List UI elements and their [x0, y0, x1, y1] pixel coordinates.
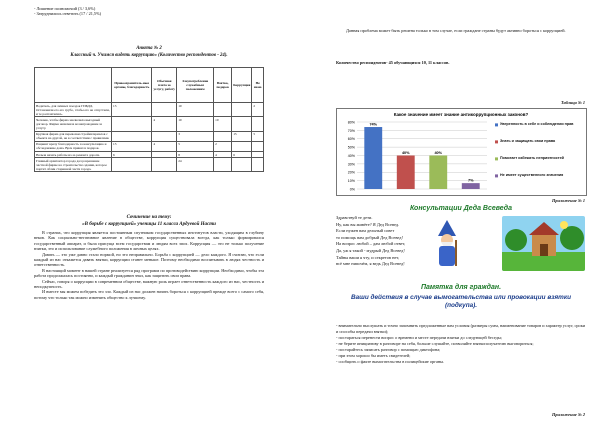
chart-y-tick: 10% [347, 179, 355, 184]
chart-y-tick: 70% [347, 128, 355, 133]
survey-table [34, 67, 264, 172]
chart-bar [429, 156, 447, 190]
poem-line: Ну, как вы живёте? Я Дед Всевед. [336, 221, 400, 227]
table-cell [232, 117, 252, 131]
memo-item: - постарайтесь записать разговор с помощью диктофона; [336, 347, 441, 352]
table-cell [112, 117, 152, 131]
table-cell: 8 [177, 151, 214, 157]
chart-y-tick: 20% [347, 170, 355, 175]
chart-legend-swatch [495, 157, 498, 160]
essay-paragraph: И вместе мы можем победить это зло. Каждый из нас должен начать бороться с коррупцией прежде всего с самого себя, потому что только так можно изменить общество к лучшему. [34, 289, 264, 300]
chart-y-tick: 30% [347, 162, 355, 167]
chart-y-tick: 0% [349, 187, 355, 192]
wizard-icon [428, 218, 466, 270]
chart-bar [397, 156, 415, 190]
table-header: Не знаю [252, 68, 264, 103]
table-cell: 13 [112, 141, 152, 151]
chart-legend-swatch [495, 123, 498, 126]
table-cell: 6 [232, 151, 252, 157]
table-cell: 2 [214, 141, 232, 151]
top-list-item: - Затруднились ответить (17 / 21,5%) [34, 11, 102, 17]
chart-data-label: 7% [468, 178, 474, 183]
chart-data-label: 40% [434, 151, 443, 155]
table-cell: 13 [112, 103, 152, 117]
chart-data-label: 74% [369, 122, 378, 127]
essay-paragraph: В настоящий момент в нашей стране реализуется ряд программ по противодействию коррупции. Необходимо, чтобы эта работа продолжалась постоянно, и каждый гражданин знал, как защитить свои права. [34, 267, 264, 279]
table-cell [252, 117, 264, 131]
table-cell: 4 [214, 151, 232, 157]
table-cell: 4 [152, 141, 177, 151]
memo-title: Памятка для граждан. [420, 284, 502, 291]
table-cell: 10 [177, 117, 214, 131]
chart-bar [462, 183, 480, 189]
chart-legend-swatch [495, 174, 498, 177]
essay-caption: Сочинение на тему: [126, 215, 172, 220]
table-cell [252, 141, 264, 151]
table-row [35, 103, 264, 117]
annex-subtitle: Классный ч. Учимся видеть коррупцию» (Количество респондентов - 24). [70, 53, 228, 58]
essay-paragraph: Сейчас, говоря о коррупции в современном обществе, важную роль играет ответственность каждого из нас, честность и неподкупность. [34, 278, 264, 290]
essay-paragraph: В странах, что коррупция является постоянным спутником государственных институтов власти, уходящим в глубину веков. Как социально-негативное явление в обществе, коррупция существовала всегда, как только формировался государственный аппарат, и была присуща всем государствам и людям всех эпох. Коррупция — это не только получение взятки, это и использование служебного положения в личных целях. [34, 230, 264, 252]
table-cell-question: Водитель, для личных поездок ГИБДД. Остановили его его грубо, чтобы его не отпустили, и те расплатились. [36, 103, 110, 116]
table-cell: 3 [177, 131, 214, 141]
consult-title: Консультации Деда Всеведа [410, 205, 512, 212]
poem-line: Если нужен вам дельный совет [336, 228, 395, 234]
memo-item: - внимательно выслушать и точно запомнить предложенные вам условия (размеры сумм, наименование товаров и характер услуг, сроки и способы передачи взятки); [336, 323, 586, 334]
chart-legend-label: Не имеет существенного значения [500, 172, 564, 177]
memo-item: - при этом хорошо бы иметь свидетелей; [336, 353, 411, 358]
table-cell: 2 [252, 103, 264, 117]
memo-list [336, 323, 586, 365]
table-header: Правоохранитель-ные органы, благодарность [112, 68, 152, 103]
table-cell [112, 131, 152, 141]
poem-line: Здравствуй те дети. [336, 215, 373, 220]
table-cell [232, 141, 252, 151]
table-row [35, 131, 264, 141]
table-header: Обычная плата за услугу, работу [152, 68, 177, 103]
right-page [300, 0, 600, 424]
table-cell [214, 131, 232, 141]
table-cell-question: Нельзя начать работы из-за ремонта дороги. [35, 151, 112, 157]
essay-body [34, 230, 264, 300]
chart-data-label: 40% [401, 151, 410, 155]
memo-item: - сообщить о факте вымогательства в полицейские органы. [336, 359, 445, 364]
table-header: Злоупотребление служебным положением [177, 68, 214, 103]
bar-chart [337, 109, 586, 195]
table-cell: 15 [232, 131, 252, 141]
top-list-item: - Лишение полномочий (3 / 3,6%) [34, 6, 96, 11]
table-cell [152, 158, 177, 172]
chart-legend-label: Помогает избежать неприятностей [500, 155, 564, 160]
essay-paragraph: Давать — это уже давно стало нормой, но это неправильно. Борьба с коррупцией — дело каждого. Я считаю, что если каждый из нас откажется давать взятки, коррупции станет меньше. Поэтому необходимо воспитывать в людях честность и ответственность. [34, 251, 264, 268]
poem-line: всё мне нипочём, я ведь Дед Всевед! [336, 261, 405, 267]
chart-container [336, 108, 587, 196]
table-cell [252, 158, 264, 172]
chart-title: Какое значение имеет знание антикоррупционных законов? [393, 112, 529, 117]
top-paragraph: Данная проблема может быть решена только в том случае, если граждане страны будут активно бороться с коррупцией. [346, 28, 566, 33]
table-row [35, 117, 264, 131]
chart-y-tick: 50% [347, 145, 355, 150]
table-cell [152, 103, 177, 117]
essay-title: «В борьбе с коррупцией» ученицы 11 класса Ардуевой Насти [82, 222, 216, 227]
chart-legend-swatch [495, 140, 498, 143]
chart-bar [364, 127, 382, 189]
table-cell: 6 [112, 151, 152, 157]
landscape-icon [502, 216, 585, 271]
landscape-illustration [502, 216, 585, 271]
memo-subtitle: Ваши действия в случае вымогательства или провокации взятки (подкупа). [351, 294, 571, 309]
table-cell-question: Крупная фирма для перевозки стройматериалов с объекта на другой, не в соответствии с правилами. [35, 131, 112, 141]
table-cell: 10 [214, 117, 232, 131]
memo-item: - не берите инициативу в разговоре на себя, больше слушайте, позволяйте взяткополучателю выговориться; [336, 341, 534, 346]
chart-y-tick: 80% [347, 120, 355, 125]
table-cell [112, 158, 152, 172]
chart-y-tick: 60% [347, 137, 355, 142]
table-cell [214, 103, 232, 117]
wizard-illustration [428, 218, 466, 270]
table-cell-question: Пациент врачу благодарность за консультацию и обследование дома. Врач принял в подарок. [35, 141, 112, 151]
table-cell [232, 158, 252, 172]
table-header: Коррупция [232, 68, 252, 103]
table-label: Таблица № 1 [560, 100, 585, 105]
chart-legend-label: Уверенность в себе и соблюдении прав [500, 121, 574, 126]
table-corner [35, 68, 112, 103]
table-row [35, 158, 264, 172]
table-header-row [35, 68, 264, 103]
table-cell-question: Главный архитектор города дал разрешение частной фирме на строительство здания, которое портит облик старинной части города. [35, 158, 112, 172]
annex-title: Анкета № 2 [136, 46, 162, 51]
table-cell [152, 131, 177, 141]
top-list [34, 6, 264, 17]
annex1-label: Приложение № 1 [552, 198, 585, 203]
poem-line: то помощь вам добрый Дед Всевед! [336, 234, 403, 240]
chart-y-tick: 40% [347, 153, 355, 158]
chart-legend-label: Знать и защищать свои права [500, 138, 556, 143]
table-header: Взятка, подарок [214, 68, 232, 103]
table-cell: 5 [252, 131, 264, 141]
table-cell: 4 [152, 117, 177, 131]
poem-line: Тайны ваши я чту, и секретов нет, [336, 254, 400, 260]
table-cell: 5 [177, 141, 214, 151]
poem-line: Да, уж я такой - мудрый Дед Всевед! [336, 247, 405, 253]
table-cell [232, 103, 252, 117]
memo-item: - постараться перенести вопрос о времени и месте передачи взятки до следующей беседы; [336, 335, 502, 340]
respondents-count: Количество респондентов- 45 обучающихся 10, 11 классов. [336, 60, 450, 65]
table-cell: 10 [177, 103, 214, 117]
poem-line: На вопрос любой – дам любой ответ, [336, 241, 406, 247]
table-cell [214, 158, 232, 172]
table-cell: 24 [177, 158, 214, 172]
annex2-label: Приложение № 2 [552, 412, 585, 417]
table-cell-question: Человек, чтобы фирма заключила выгодный договор. Фирма назначила вознаграждение за услугу. [35, 117, 112, 131]
table-row [35, 141, 264, 151]
